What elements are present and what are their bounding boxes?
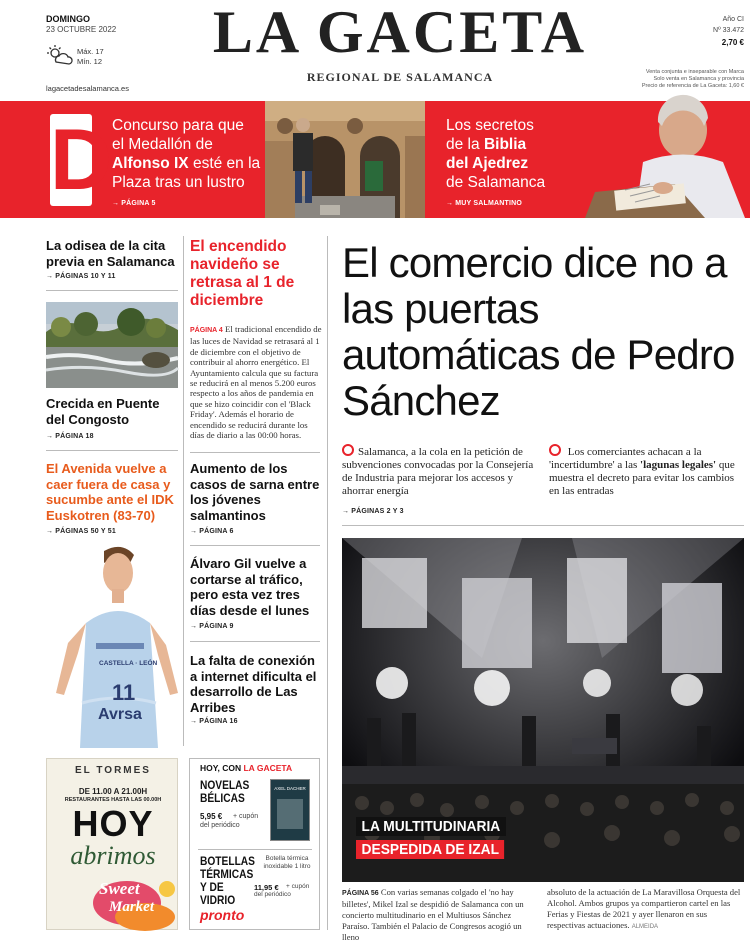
band-left-line3: esté en la <box>192 155 261 172</box>
promo-item1-price: 5,95 € <box>200 812 223 821</box>
promo-item2-cupon: + cupón del periódico <box>254 883 310 898</box>
promo-footer: pronto <box>200 907 245 923</box>
jersey-team: CASTELLA · LEÓN <box>99 660 158 667</box>
promo-header <box>200 763 292 773</box>
plaza-photo <box>265 101 425 218</box>
left-story2-page[interactable]: → PÁGINA 18 <box>46 433 94 440</box>
photo-caption-line1: LA MULTITUDINARIA <box>356 817 506 836</box>
column-divider <box>327 236 328 930</box>
promo-box[interactable] <box>189 758 320 930</box>
band-right-line3: de Salamanca <box>446 174 546 191</box>
left-story1-title[interactable]: La odisea de la cita previa en Salamanca <box>46 238 175 269</box>
left-story3-title[interactable]: El Avenida vuelve a caer fuera de casa y sucumbe ante el IDK Euskotren (83-70) <box>46 461 174 523</box>
caption-left-text: Con varias semanas colgado el 'no hay billetes', Mikel Izal se despidió de Salamanca con un concierto multitudinario en el Multiusos Sánchez Paraíso. También el Palacio de Congresos acogió un lleno <box>342 887 524 942</box>
promo-item1-cupon: + cupón del periódico <box>200 813 259 829</box>
mid-story3-title[interactable]: Álvaro Gil vuelve a cortarse al tráfico, pero esta vez tres días desde el lunes <box>190 556 310 618</box>
ad-hours: DE 11.00 A 21.00H <box>78 787 148 796</box>
mid-story1-title[interactable]: El encendido navideño se retrasa al 1 de diciembre <box>190 238 295 309</box>
newspaper-title: LA GACETA <box>212 0 588 65</box>
chess-man-photo <box>555 92 745 218</box>
band-left-bold: Alfonso IX <box>112 155 189 172</box>
left-story3-page[interactable]: → PÁGINAS 50 Y 51 <box>46 528 116 535</box>
weather-icon <box>46 44 74 66</box>
main-headline[interactable]: El comercio dice no a las puertas automáticas de Pedro Sánchez <box>342 239 735 424</box>
mid-story4-page[interactable]: → PÁGINA 16 <box>190 718 238 725</box>
weather-min: Mín. 12 <box>77 57 103 66</box>
mid-story1-body <box>190 324 322 440</box>
main-bullet-2-pre: Los comerciantes achacan a la 'incertidumbre' a las <box>549 446 702 471</box>
mid-story4-title[interactable]: La falta de conexión a internet dificulta el desarrollo de Las Arribes <box>190 653 317 715</box>
mid-story2-page[interactable]: → PÁGINA 6 <box>190 528 234 535</box>
divider <box>190 641 320 642</box>
promo-item2-title: BOTELLAS TÉRMICAS Y DE VIDRIO <box>200 854 255 907</box>
caption-left <box>342 887 538 943</box>
promo-item1-title: NOVELAS BÉLICAS <box>200 778 250 805</box>
caption-page[interactable]: PÁGINA 56 <box>342 890 379 897</box>
promo-header-pre: HOY, CON <box>200 763 242 773</box>
ad-sweet: Sweet <box>99 879 140 898</box>
newspaper-subtitle: REGIONAL DE SALAMANCA <box>306 70 494 84</box>
main-bullet-1: Salamanca, a la cola en la petición de subvenciones convocadas por la Consejería de Industria para mejorar los accesos y ahorrar energía <box>342 444 536 498</box>
photo-caption-line2: DESPEDIDA DE IZAL <box>356 840 505 859</box>
mid-story3-page[interactable]: → PÁGINA 9 <box>190 623 234 630</box>
main-bullet-2-bold: 'lagunas legales' <box>640 459 717 471</box>
promo-item2-desc: Botella térmica inoxidable 1 litro <box>263 855 311 870</box>
band-right-line1: Los secretos <box>446 117 534 134</box>
band-left-line2: el Medallón de <box>112 136 213 153</box>
mid-story2-title[interactable]: Aumento de los casos de sarna entre los jóvenes salmantinos <box>190 461 320 523</box>
divider <box>342 525 744 526</box>
mid-story1-text: El tradicional encendido de las luces de Navidad se retrasará al 1 de diciembre con el objetivo de contribuir al ahorro energético. El Ayuntamiento calcula que su factura se reducirá en al menos 5.200 euros respecto a los años de pandemia en que se hizo coincidir con el 'Black Friday'. Además el horario de encendido se reducirá durante los días de diario a las 00:00 horas. <box>190 324 322 441</box>
year: Año CI <box>722 16 744 23</box>
ad-market: Market <box>109 899 154 915</box>
ad-el-tormes[interactable] <box>46 758 178 930</box>
main-bullet-2-post: que muestra el decreto para evitar los cambios en las entradas <box>549 459 735 497</box>
band-right-bold-1: Biblia <box>483 136 527 153</box>
divider <box>190 545 320 546</box>
band-right-page[interactable]: → MUY SALMANTINO <box>446 200 522 207</box>
band-right-line2: de la <box>446 136 480 153</box>
sale-note-3: Precio de referencia de La Gaceta: 1,60 € <box>641 83 744 89</box>
left-story1-page[interactable]: → PÁGINAS 10 Y 11 <box>46 273 116 280</box>
divider <box>190 452 320 453</box>
jersey-number: 11 <box>112 680 136 705</box>
price: 2,70 € <box>721 38 744 47</box>
book-cover <box>270 779 310 841</box>
sale-note-1: Venta conjunta e inseparable con Marca <box>645 69 744 75</box>
promo-item2-price: 11,95 € <box>254 883 279 892</box>
column-divider <box>183 236 184 746</box>
divider <box>198 849 312 850</box>
ad-abrimos: abrimos <box>70 841 156 870</box>
band-right-bold-2: del Ajedrez <box>446 155 529 172</box>
date-day: DOMINGO <box>46 14 90 24</box>
promo-header-brand: LA GACETA <box>243 763 293 773</box>
date-full: 23 OCTUBRE 2022 <box>46 25 117 34</box>
band-left-line1: Concurso para que <box>112 117 244 134</box>
masthead <box>0 0 750 100</box>
band-drop-letter: D <box>50 112 113 208</box>
divider <box>46 290 178 291</box>
main-bullet-2 <box>549 444 743 498</box>
weather-max: Máx. 17 <box>77 47 104 56</box>
caption-right-text: absoluto de la actuación de La Maravillosa Orquesta del Alcohol. Ambos grupos ya compartieron cartel en las Ferias y Fiestas de 2021 y ayer llenaron en sus respectivas actuaciones. <box>547 887 741 930</box>
issue-number: Nº 33.472 <box>713 27 744 34</box>
website[interactable]: lagacetadesalamanca.es <box>46 84 129 93</box>
caption-right <box>547 887 743 933</box>
band-left-line4: Plaza tras un lustro <box>112 174 245 191</box>
jersey-brand: Avrsa <box>98 706 142 723</box>
ad-restaurants: RESTAURANTES HASTA LAS 00.00H <box>64 797 162 803</box>
ad-brand: EL TORMES <box>75 765 151 776</box>
band-right-story[interactable] <box>446 116 556 192</box>
photo-credit: ALMEIDA <box>631 924 659 930</box>
river-photo <box>46 302 178 388</box>
left-story2-title[interactable]: Crecida en Puente del Congosto <box>46 396 160 427</box>
band-left-page[interactable]: → PÁGINA 5 <box>112 200 156 207</box>
book-author: AXEL DACHER <box>274 786 306 791</box>
main-pages[interactable]: → PÁGINAS 2 Y 3 <box>342 508 404 515</box>
divider <box>46 450 178 451</box>
band-left-story[interactable] <box>112 116 262 192</box>
sale-note-2: Solo venta en Salamanca y provincia <box>653 76 744 82</box>
ad-hoy: HOY <box>72 803 154 844</box>
mid-story1-page[interactable]: PÁGINA 4 <box>190 327 223 334</box>
